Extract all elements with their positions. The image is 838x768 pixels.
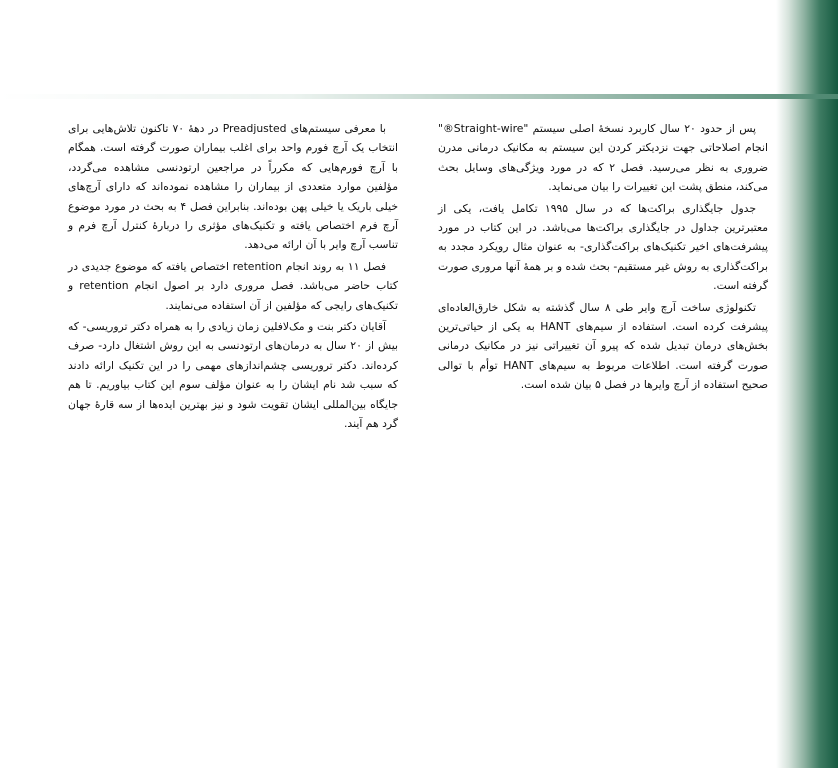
paragraph: جدول جایگذاری براکت‌ها که در سال ۱۹۹۵ تکامل یافت، یکی از معتبرترین جداول در جایگذاری براکت‌ها می‌باشد. در این کتاب در مورد پیشرفت‌های اخیر تکنیک‌های براکت‌گذاری- به عنوان مثال رویکرد مجدد به براکت‌گذاری به روش غیر مستقیم- بحث شده و بر همهٔ آنها مروری صورت گرفته است. <box>438 201 768 293</box>
text-column-left <box>68 119 398 436</box>
text-column-right <box>438 119 768 397</box>
paragraph: تکنولوژی ساخت آرچ وایر طی ۸ سال گذشته به شکل خارق‌العاده‌ای پیشرفت کرده است. استفاده از سیم‌های HANT به یکی از حیاتی‌ترین بخش‌های درمان تبدیل شده که پیرو آن تغییراتی نیز در مکانیک درمانی صورت گرفته است. اطلاعات مربوط به سیم‌های HANT توأم با توالی صحیح استفاده از آرچ وایرها در فصل ۵ بیان شده است. <box>438 300 768 392</box>
paragraph: فصل ۱۱ به روند انجام retention اختصاص یافته که موضوع جدیدی در کتاب حاضر می‌باشد. فصل مروری دارد بر اصول انجام retention و تکنیک‌های رایجی که مؤلفین از آن استفاده می‌نمایند. <box>68 259 399 312</box>
decorative-edge-band <box>776 0 838 768</box>
paragraph: آقایان دکتر بنت و مک‌لافلین زمان زیادی را به همراه دکتر تروریسی- که بیش از ۲۰ سال به درمان‌های ارتودنسی به این روش اشتغال دارد- صرف کرده‌اند. دکتر تروریسی چشم‌اندازهای مهمی را در این تکنیک ارائه دادند که سبب شد نام ایشان را به عنوان مؤلف سوم این کتاب بیاوریم. تا هم جایگاه بین‌المللی ایشان تقویت شود و نیز بهترین ایده‌ها از سه قارهٔ جهان گرد هم آیند. <box>68 320 399 431</box>
paragraph: با معرفی سیستم‌های Preadjusted در دههٔ ۷۰ تاکنون تلاش‌هایی برای انتخاب یک آرچ فورم واحد برای اغلب بیماران صورت گرفته است. همگام با آرچ فورم‌هایی که مکرراً در مراجعین ارتودنسی مشاهده می‌گردد، مؤلفین موارد متعددی از بیماران را مشاهده نموده‌اند که دارای آرچ‌های خیلی باریک یا خیلی پهن بوده‌اند. بنابراین فصل ۴ به بحث در مورد موضوع آرچ فرم اختصاص یافته و تکنیک‌های مؤثری را دربارهٔ کنترل آرچ فرم و تناسب آرچ وایر با آن ارائه می‌دهد. <box>68 122 399 252</box>
paragraph: پس از حدود ۲۰ سال کاربرد نسخهٔ اصلی سیستم "Straight-wire®" انجام اصلاحاتی جهت نزدیکتر کردن این سیستم به مکانیک درمانی مدرن ضروری به نظر می‌رسید. فصل ۲ که در مورد ویژگی‌های وسایل بحث می‌کند، منطق پشت این تغییرات را بیان می‌نماید. <box>438 122 768 194</box>
header-rule <box>0 94 838 99</box>
